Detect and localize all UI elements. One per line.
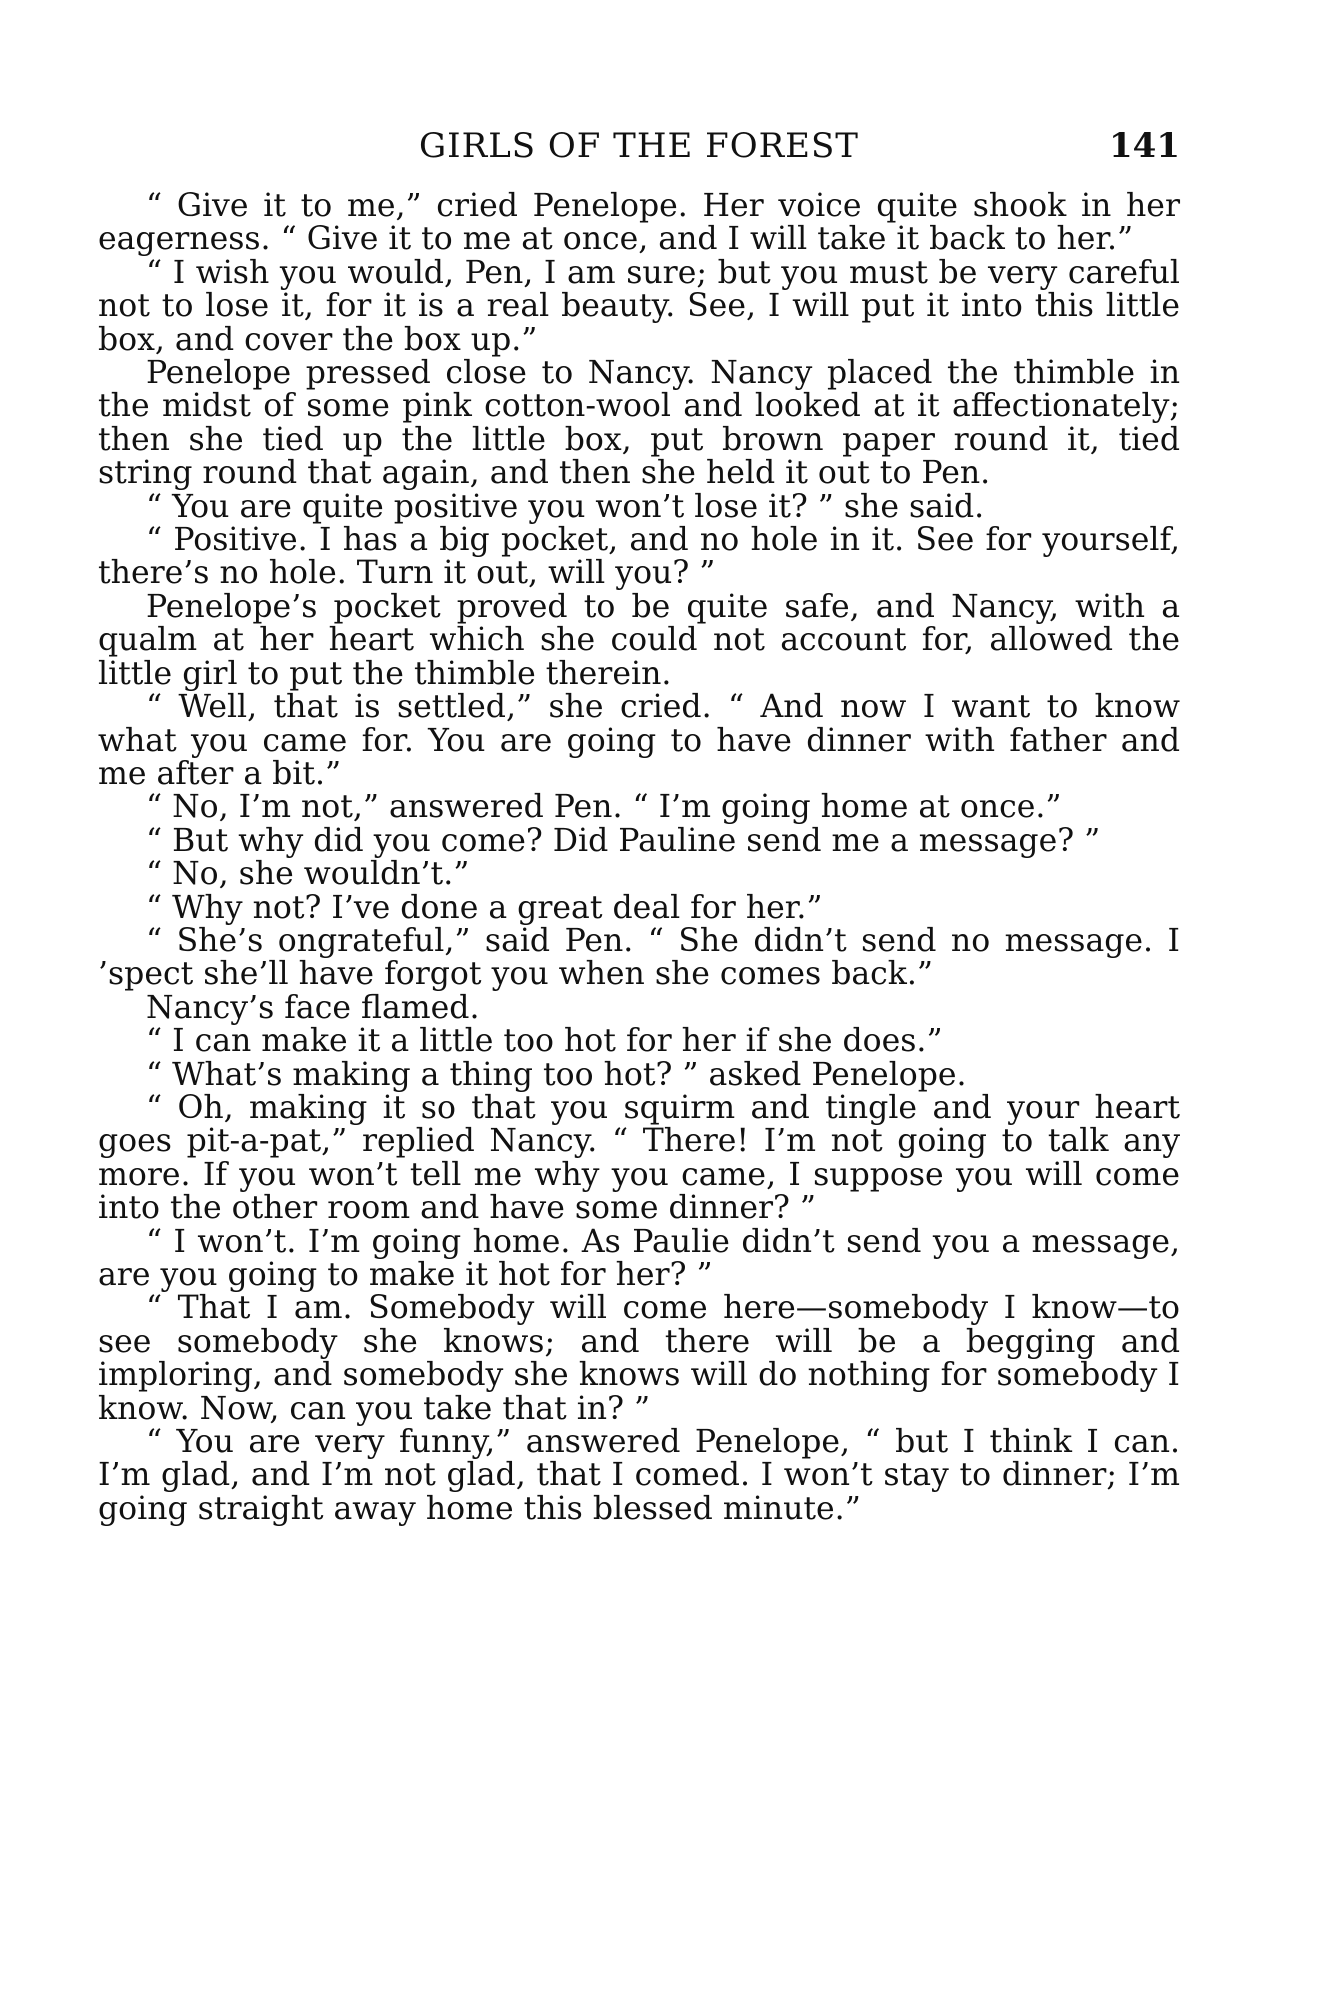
paragraph-1: “ Give it to me,” cried Penelope. Her voice quite shook in her eagerness. “ Give it to me at once, and I will take it back to her.” [98,188,1180,258]
paragraph-19: “ You are very funny,” answered Penelope, “ but I think I can. I’m glad, and I’m not glad, that I comed. I won’t stay to dinner; I’m going straight away home this blessed minute.” [98,1424,1180,1527]
paragraph-14: “ I can make it a little too hot for her if she does.” [146,1023,943,1060]
paragraph-3: Penelope pressed close to Nancy. Nancy placed the thimble in the midst of some pink cotton-wool and looked at it affectionately; then she tied up the little box, put brown paper round it, tied string round that again, and then she held it out to Pen. [98,355,1180,492]
paragraph-8: “ No, I’m not,” answered Pen. “ I’m going home at once.” [146,789,1062,826]
paragraph-18: “ That I am. Somebody will come here—somebody I know—to see somebody she knows; and there will be a begging and imploring, and somebody she knows will do nothing for somebody I know. Now, can you take that in? ” [98,1290,1180,1427]
paragraph-6: Penelope’s pocket proved to be quite safe, and Nancy, with a qualm at her heart which she could not account for, allowed the little girl to put the thimble therein. [98,588,1180,692]
paragraph-10: “ No, she wouldn’t.” [146,856,470,893]
paragraph-4: “ You are quite positive you won’t lose it? ” she said. [146,488,985,525]
body-text [98,190,1180,1526]
paragraph-12: “ She’s ongrateful,” said Pen. “ She didn’t send no message. I ’spect she’ll have forgot you when she comes back.” [98,922,1180,993]
running-head [98,122,1180,170]
paragraph-9: “ But why did you come? Did Pauline send me a message? ” [146,822,1101,859]
page-number: 141 [1109,126,1180,166]
paragraph-15: “ What’s making a thing too hot? ” asked Penelope. [146,1056,967,1093]
paragraph-2: “ I wish you would, Pen, I am sure; but you must be very careful not to lose it, for it is a real beauty. See, I will put it into this little box, and cover the box up.” [98,254,1180,358]
paragraph-5: “ Positive. I has a big pocket, and no hole in it. See for yourself, there’s no hole. Turn it out, will you? ” [98,522,1180,592]
paragraph-17: “ I won’t. I’m going home. As Paulie didn’t send you a message, are you going to make it hot for her? ” [98,1223,1180,1293]
paragraph-13: Nancy’s face flamed. [146,989,480,1026]
paragraph-11: “ Why not? I’ve done a great deal for her.” [146,889,823,926]
running-title: GIRLS OF THE FOREST [419,126,859,166]
paragraph-16: “ Oh, making it so that you squirm and tingle and your heart goes pit-a-pat,” replied Nancy. “ There! I’m not going to talk any more. If you won’t tell me why you came, I suppose you will come into the other room and have some dinner? ” [98,1089,1180,1227]
paragraph-7: “ Well, that is settled,” she cried. “ And now I want to know what you came for. You are going to have dinner with father and me after a bit.” [98,689,1180,792]
